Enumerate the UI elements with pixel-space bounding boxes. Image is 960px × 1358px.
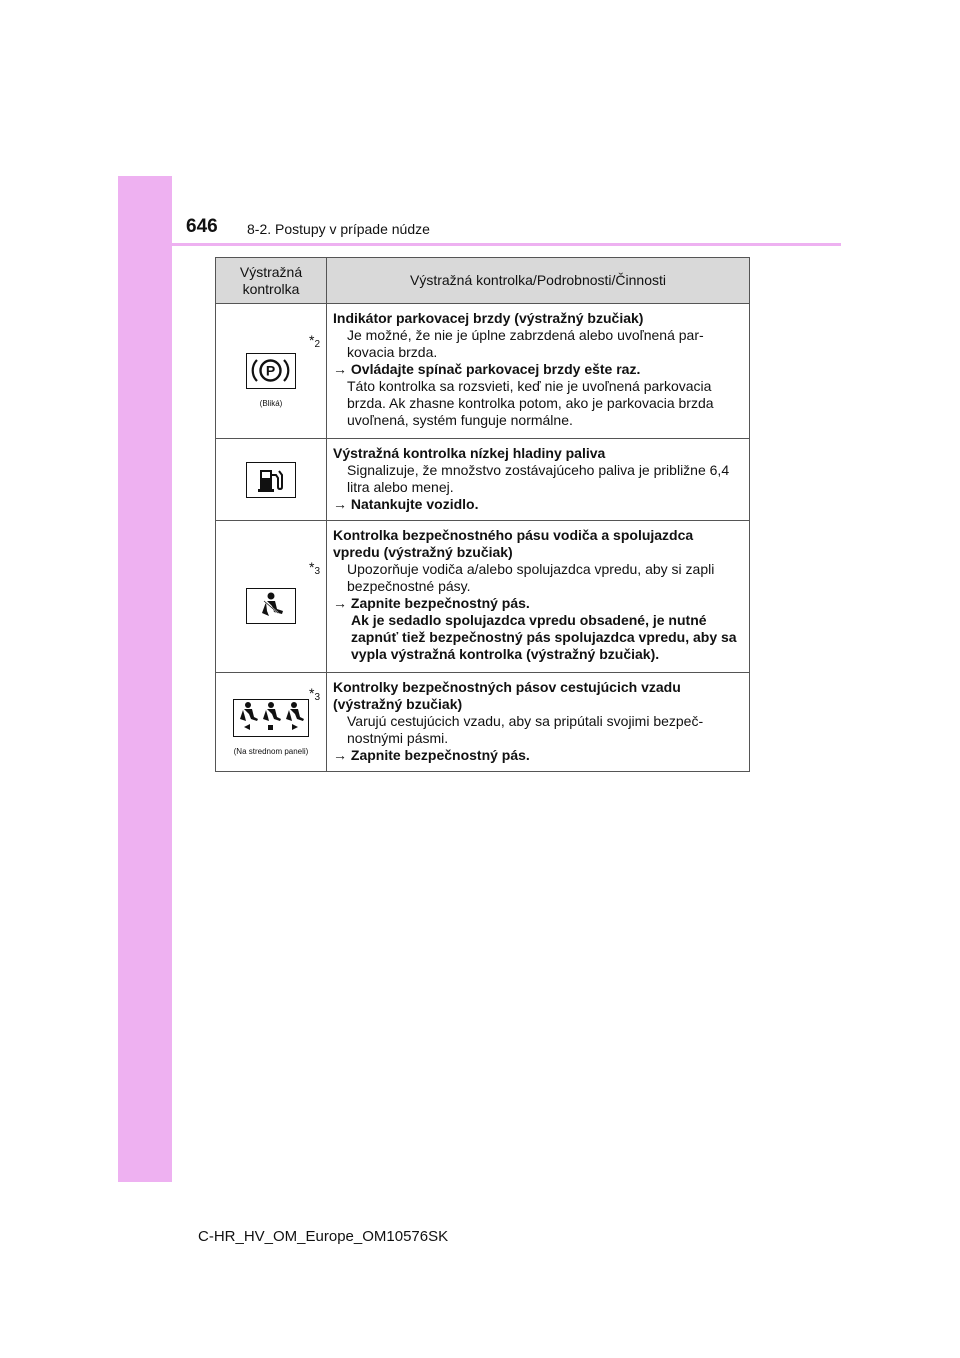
icon-cell: [216, 304, 327, 439]
light-note: Ak je sedadlo spolujazdca vpredu obsadené, je nutné zapnúť tiež bezpečnostný pás spolujazdca vpredu, aby sa vypla výstražná kontrolka (výstražný bzučiak).: [351, 612, 737, 662]
light-action: → Ovládajte spínač parkovacej brzdy ešte raz.: [333, 361, 641, 377]
light-detail: Signalizuje, že množstvo zostávajúceho paliva je približne 6,4 litra alebo menej.: [347, 462, 730, 495]
light-detail: Je možné, že nie je úplne zabrzdená alebo uvoľnená par-kovacia brzda.: [347, 327, 704, 360]
column-header-light: Výstražná kontrolka: [216, 258, 327, 304]
description-cell: [327, 439, 750, 521]
rear-seatbelts-icon: [233, 699, 309, 737]
light-action: → Zapnite bezpečnostný pás.: [333, 595, 530, 611]
header-rule: [118, 243, 841, 246]
footnote-number: 3: [314, 566, 320, 577]
footnote-number: 2: [314, 339, 320, 350]
light-title: Výstražná kontrolka nízkej hladiny paliva: [333, 445, 606, 461]
description-cell: [327, 521, 750, 673]
icon-cell: [216, 521, 327, 673]
table-row: [216, 673, 750, 772]
light-title: Kontrolka bezpečnostného pásu vodiča a spolujazdca vpredu (výstražný bzučiak): [333, 527, 694, 560]
page-number: 646: [186, 216, 218, 237]
section-title: 8-2. Postupy v prípade núdze: [247, 221, 430, 237]
seatbelt-icon: [246, 588, 296, 624]
icon-cell: [216, 439, 327, 521]
light-detail: Varujú cestujúcich vzadu, aby sa pripútali svojimi bezpeč-nostnými pásmi.: [347, 713, 704, 746]
table-row: [216, 521, 750, 673]
column-header-details: Výstražná kontrolka/Podrobnosti/Činnosti: [327, 258, 750, 304]
svg-text:P: P: [265, 362, 276, 378]
fuel-pump-icon: [246, 462, 296, 498]
table-row: [216, 304, 750, 439]
table-row: [216, 439, 750, 521]
light-detail: Upozorňuje vodiča a/alebo spolujazdca vpredu, aby si zapli bezpečnostné pásy.: [347, 561, 715, 594]
icon-caption: (Bliká): [259, 398, 283, 408]
light-note: Táto kontrolka sa rozsvieti, keď nie je uvoľnená parkovacia brzda. Ak zhasne kontrolka potom, ako je parkovacia brzda uvoľnená, systém funguje normálne.: [347, 378, 714, 428]
light-title: Kontrolky bezpečnostných pásov cestujúcich vzadu (výstražný bzučiak): [333, 679, 681, 712]
icon-cell: [216, 673, 327, 772]
document-code: C-HR_HV_OM_Europe_OM10576SK: [198, 1228, 449, 1245]
footnote-ref: $*_2$: [308, 332, 320, 350]
chapter-sidebar-tab: [118, 176, 172, 1182]
light-action: → Natankujte vozidlo.: [333, 496, 479, 512]
table-header-row: [216, 258, 750, 304]
footnote-number: 3: [314, 692, 320, 703]
footnote-ref: $*_3$: [308, 559, 320, 577]
light-title: Indikátor parkovacej brzdy (výstražný bzučiak): [333, 310, 644, 326]
warning-lights-table: [215, 257, 750, 772]
description-cell: [327, 673, 750, 772]
parking-brake-icon: [246, 353, 296, 389]
icon-caption: (Na strednom paneli): [233, 746, 309, 756]
footnote-ref: $*_3$: [308, 685, 320, 703]
description-cell: [327, 304, 750, 439]
light-action: → Zapnite bezpečnostný pás.: [333, 747, 530, 763]
